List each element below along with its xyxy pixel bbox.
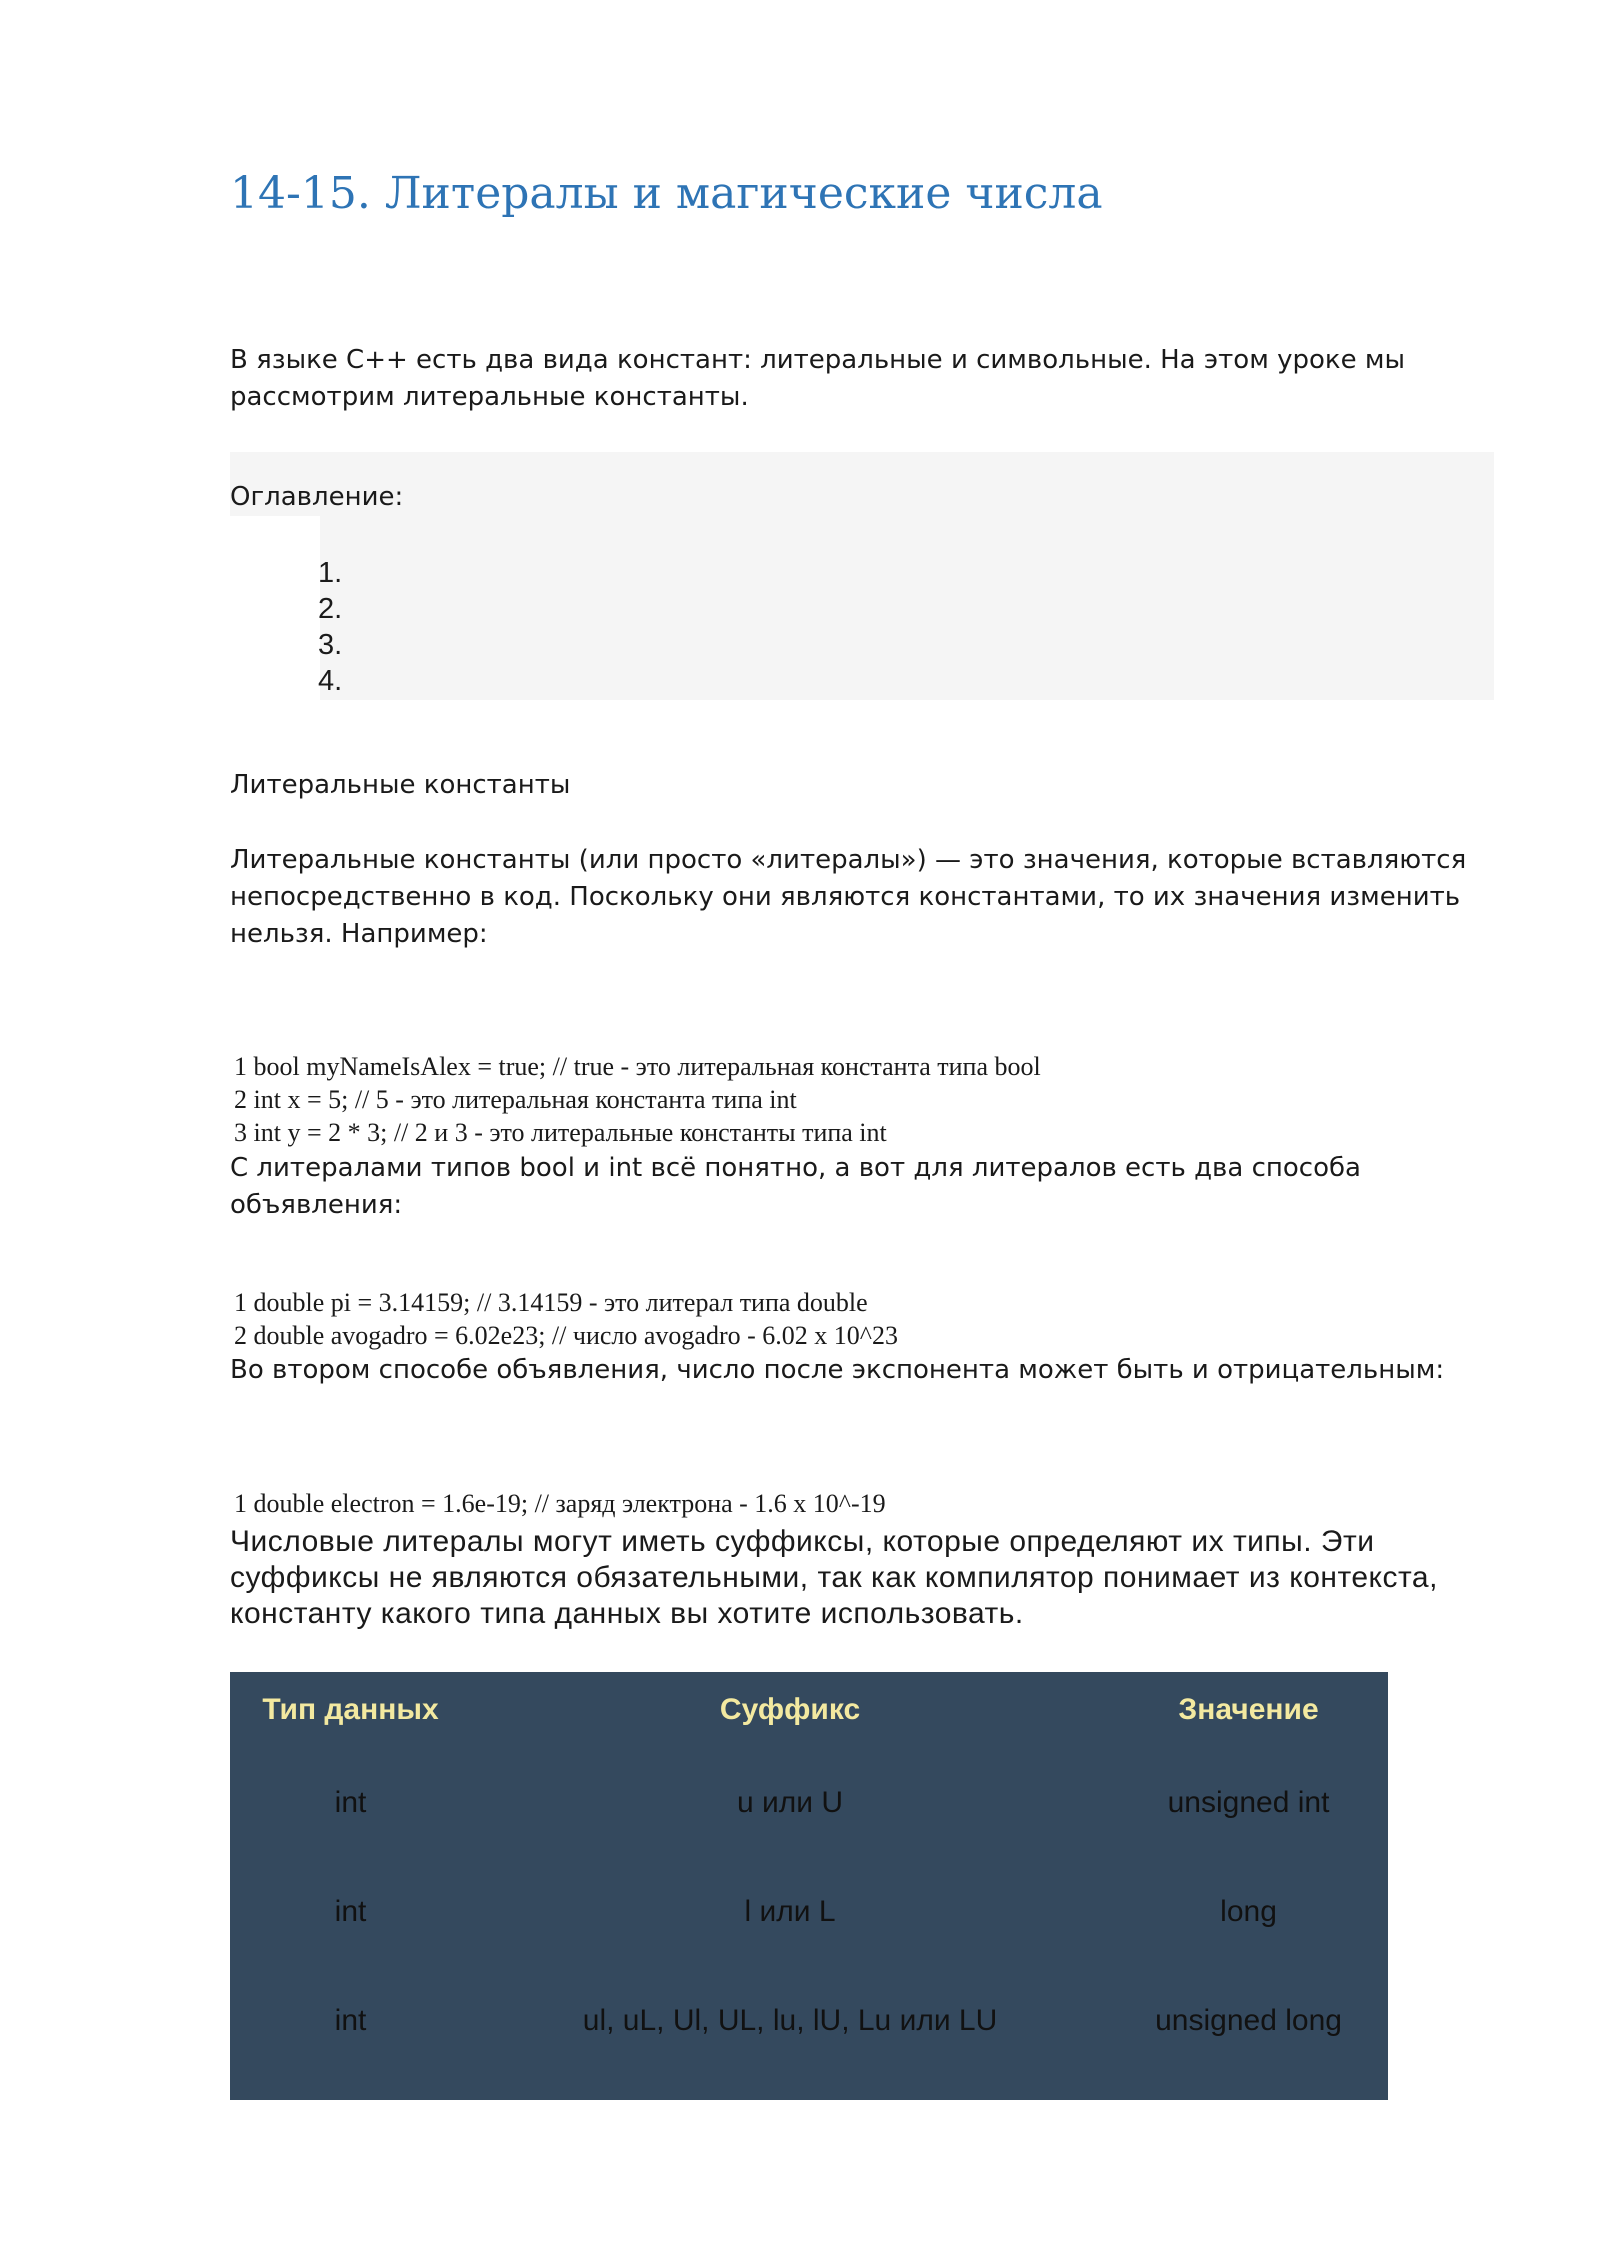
table-cell: unsigned long xyxy=(1155,2003,1342,2037)
paragraph-3: Во втором способе объявления, число после экспонента может быть и отрицательным: xyxy=(230,1355,1445,1385)
code-block-1 xyxy=(234,1050,1041,1149)
intro-paragraph: В языке C++ есть два вида констант: литеральные и символьные. На этом уроке мы рассмотрим литеральные константы. xyxy=(230,345,1405,412)
toc-item[interactable]: 1. xyxy=(318,557,343,589)
column-header: Значение xyxy=(1178,1693,1319,1726)
page-title: 14-15. Литералы и магические числа xyxy=(230,168,1103,219)
code-line: 3 int y = 2 * 3; // 2 и 3 - это литеральные константы типа int xyxy=(234,1118,887,1147)
paragraph-4: Числовые литералы могут иметь суффиксы, которые определяют их типы. Эти суффиксы не являются обязательными, так как компилятор понимает из контекста, константу какого типа данных вы хотите использовать. xyxy=(230,1525,1438,1630)
toc-item[interactable]: 4. xyxy=(318,665,343,697)
toc-label: Оглавление: xyxy=(230,482,404,512)
table-cell: long xyxy=(1220,1894,1277,1928)
table-cell: l или L xyxy=(744,1894,836,1928)
code-line: 1 double electron = 1.6e-19; // заряд электрона - 1.6 x 10^-19 xyxy=(234,1489,886,1518)
table-row xyxy=(230,1966,1388,2075)
table-header-row xyxy=(230,1672,1388,1748)
table-cell: u или U xyxy=(737,1785,844,1819)
toc-box xyxy=(230,452,1494,700)
section-heading: Литеральные константы xyxy=(230,770,571,800)
table-cell: unsigned int xyxy=(1167,1785,1330,1819)
table-cell: int xyxy=(334,1894,367,1928)
table xyxy=(230,1672,1388,2075)
code-line: 1 bool myNameIsAlex = true; // true - это литеральная константа типа bool xyxy=(234,1052,1041,1081)
toc-item[interactable]: 2. xyxy=(318,593,343,625)
toc-item[interactable]: 3. xyxy=(318,629,343,661)
table-cell: ul, uL, Ul, UL, lu, lU, Lu или LU xyxy=(582,2003,998,2037)
code-line: 2 double avogadro = 6.02e23; // число avogadro - 6.02 x 10^23 xyxy=(234,1321,898,1350)
table-cell: int xyxy=(334,1785,367,1819)
table-row xyxy=(230,1857,1388,1966)
suffix-table xyxy=(230,1672,1388,2100)
column-header: Тип данных xyxy=(262,1693,439,1726)
toc-indent xyxy=(230,516,320,706)
column-header: Суффикс xyxy=(719,1693,861,1726)
table-cell: int xyxy=(334,2003,367,2037)
toc-list xyxy=(318,555,342,699)
code-line: 1 double pi = 3.14159; // 3.14159 - это литерал типа double xyxy=(234,1288,868,1317)
code-block-3 xyxy=(234,1487,886,1520)
paragraph-2: С литералами типов bool и int всё понятно, а вот для литералов есть два способа объявления: xyxy=(230,1153,1361,1220)
section-paragraph: Литеральные константы (или просто «литералы») — это значения, которые вставляются непосредственно в код. Поскольку они являются константами, то их значения изменить нельзя. Например: xyxy=(230,845,1467,949)
code-line: 2 int x = 5; // 5 - это литеральная константа типа int xyxy=(234,1085,797,1114)
code-block-2 xyxy=(234,1286,898,1352)
table-row xyxy=(230,1748,1388,1857)
